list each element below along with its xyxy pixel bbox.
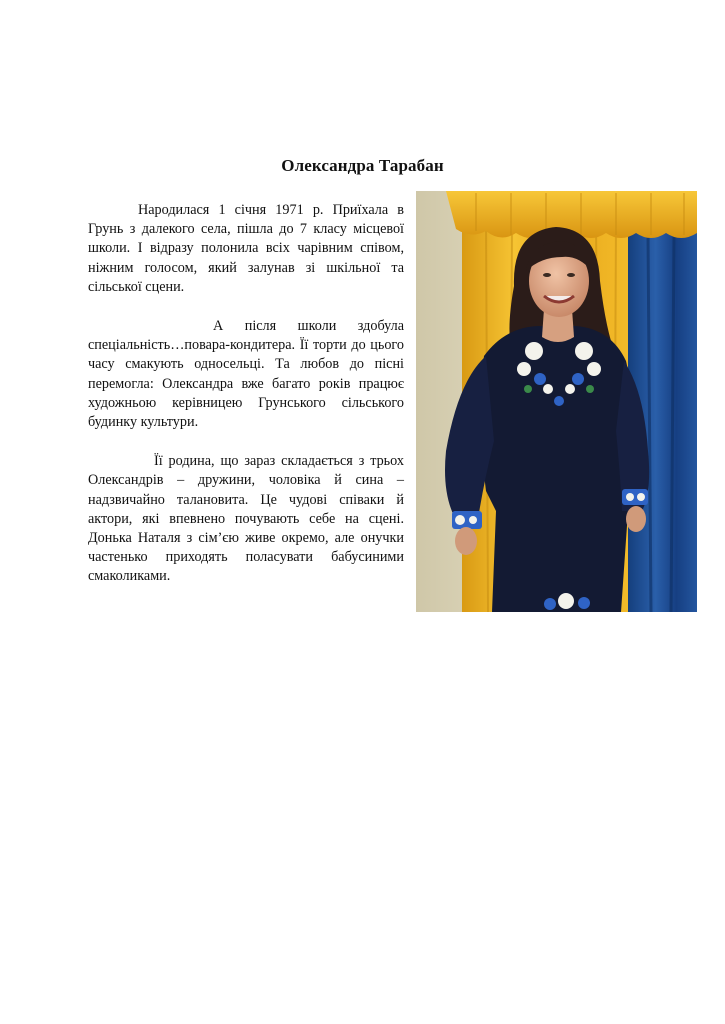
biography-text <box>88 201 404 607</box>
portrait-illustration <box>416 191 697 612</box>
page-title: Олександра Тарабан <box>281 156 444 175</box>
portrait-photo <box>416 191 697 612</box>
dress <box>480 326 638 612</box>
bio-paragraph-career: А після школи здобула спеціальність…повара-кондитера. Її торти до цього часу смакують односельці. Та любов до пісні перемогла: Олександра вже багато років працює художньою керівницею Грунського сільського будинку культури. <box>88 318 404 431</box>
bio-paragraph-birth: Народилася 1 січня 1971 р. Приїхала в Грунь з далекого села, пішла до 7 класу місцевої школи. І відразу полонила всіх чарівним співом, ніжним голосом, який залунав зі шкільної та сільської сцени. <box>88 202 404 295</box>
bio-paragraph-family: Її родина, що зараз складається з трьох Олександрів – дружини, чоловіка й сина – надзвичайно талановита. Це чудові співаки й актори, які впевнено почувають себе на сцені. Донька Наталя з сім’єю живе окремо, але онучки частенько приходять поласувати бабусиними смаколиками. <box>88 453 404 585</box>
